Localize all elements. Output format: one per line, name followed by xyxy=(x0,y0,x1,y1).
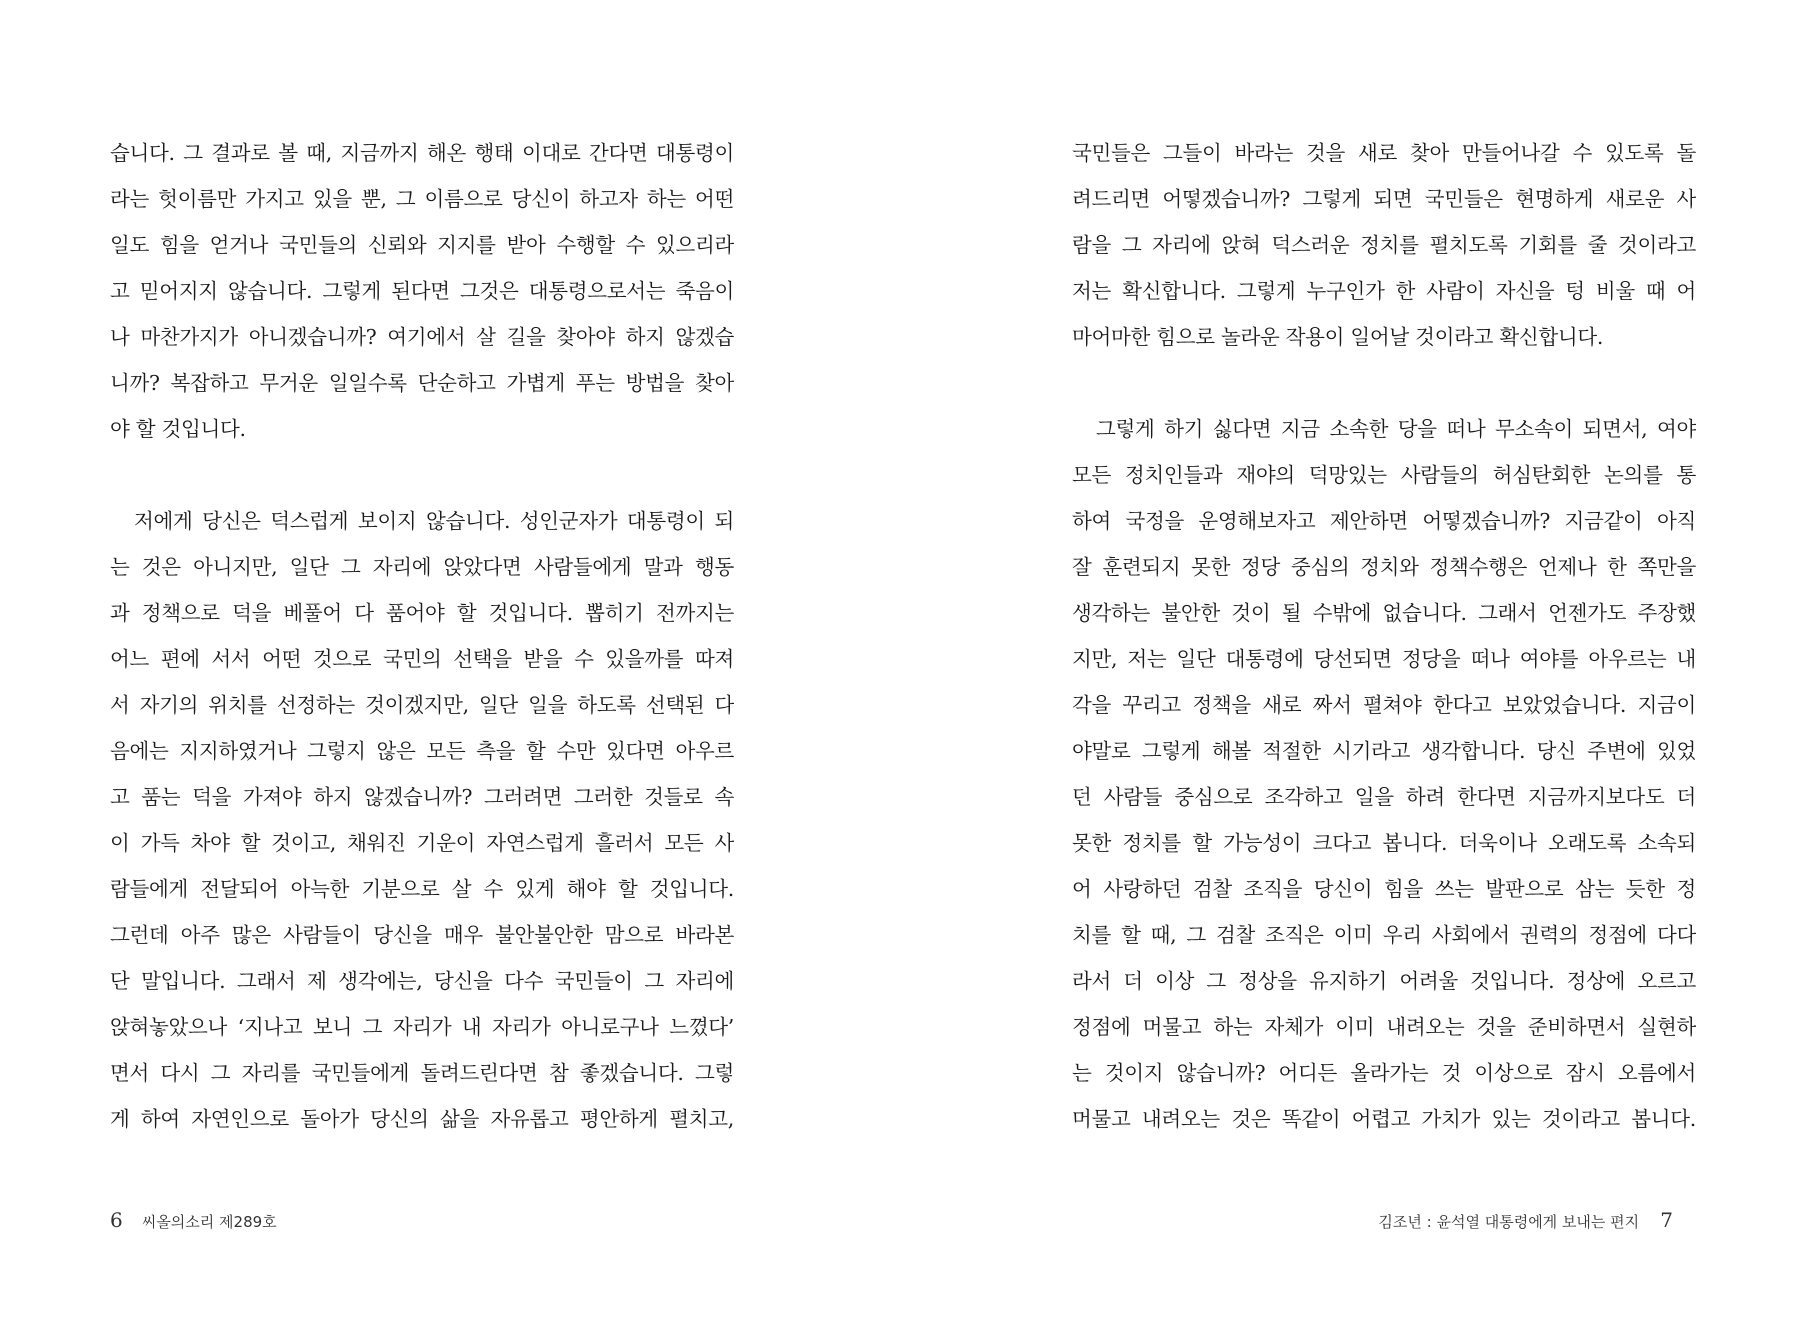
text-line: 고 품는 덕을 가져야 하지 않겠습니까? 그러려면 그러한 것들로 속 xyxy=(110,785,734,809)
right-paragraph-1 xyxy=(1072,130,1696,360)
text-line: 서 자기의 위치를 선정하는 것이겠지만, 일단 일을 하도록 선택된 다 xyxy=(110,693,734,717)
paragraph-gap xyxy=(1072,360,1696,406)
text-line: 잘 훈련되지 못한 정당 중심의 정치와 정책수행은 언제나 한 쪽만을 xyxy=(1072,555,1696,579)
text-line: 니까? 복잡하고 무거운 일일수록 단순하고 가볍게 푸는 방법을 찾아 xyxy=(110,371,734,395)
text-line: 던 사람들 중심으로 조각하고 일을 하려 한다면 지금까지보다도 더 xyxy=(1072,785,1696,809)
text-line: 국민들은 그들이 바라는 것을 새로 찾아 만들어나갈 수 있도록 돌 xyxy=(1072,141,1696,165)
left-paragraph-1 xyxy=(110,130,734,452)
running-head: 김조년 : 윤석열 대통령에게 보내는 편지 xyxy=(1378,1213,1640,1231)
text-line: 나 마찬가지가 아니겠습니까? 여기에서 살 길을 찾아야 하지 않겠습 xyxy=(110,325,734,349)
text-line: 어 사랑하던 검찰 조직을 당신이 힘을 쓰는 발판으로 삼는 듯한 정 xyxy=(1072,877,1696,901)
text-line: 려드리면 어떻겠습니까? 그렇게 되면 국민들은 현명하게 새로운 사 xyxy=(1072,187,1696,211)
right-paragraph-2 xyxy=(1072,406,1696,1142)
text-line: 음에는 지지하였거나 그렇지 않은 모든 측을 할 수만 있다면 아우르 xyxy=(110,739,734,763)
left-page xyxy=(0,0,897,1329)
text-line: 저에게 당신은 덕스럽게 보이지 않습니다. 성인군자가 대통령이 되 xyxy=(134,509,734,533)
page-number: 7 xyxy=(1660,1208,1673,1232)
text-line: 라는 헛이름만 가지고 있을 뿐, 그 이름으로 당신이 하고자 하는 어떤 xyxy=(110,187,734,211)
text-line: 모든 정치인들과 재야의 덕망있는 사람들의 허심탄회한 논의를 통 xyxy=(1072,463,1696,487)
text-line: 는 것은 아니지만, 일단 그 자리에 앉았다면 사람들에게 말과 행동 xyxy=(110,555,734,579)
right-footer xyxy=(1378,1208,1673,1232)
text-line: 앉혀놓았으나 ‘지나고 보니 그 자리가 내 자리가 아니로구나 느꼈다’ xyxy=(110,1015,734,1039)
text-line: 생각하는 불안한 것이 될 수밖에 없습니다. 그래서 언젠가도 주장했 xyxy=(1072,601,1696,625)
text-line: 이 가득 차야 할 것이고, 채워진 기운이 자연스럽게 흘러서 모든 사 xyxy=(110,831,734,855)
text-line: 어느 편에 서서 어떤 것으로 국민의 선택을 받을 수 있을까를 따져 xyxy=(110,647,734,671)
text-line: 각을 꾸리고 정책을 새로 짜서 펼쳐야 한다고 보았었습니다. 지금이 xyxy=(1072,693,1696,717)
text-line: 못한 정치를 할 가능성이 크다고 봅니다. 더욱이나 오래도록 소속되 xyxy=(1072,831,1696,855)
page-number: 6 xyxy=(110,1208,123,1232)
text-line: 람을 그 자리에 앉혀 덕스러운 정치를 펼치도록 기회를 줄 것이라고 xyxy=(1072,233,1696,257)
text-line: 게 하여 자연인으로 돌아가 당신의 삶을 자유롭고 평안하게 펼치고, xyxy=(110,1107,734,1131)
running-head: 씨올의소리 제289호 xyxy=(141,1213,277,1231)
text-line: 습니다. 그 결과로 볼 때, 지금까지 해온 행태 이대로 간다면 대통령이 xyxy=(110,141,734,165)
left-paragraph-2 xyxy=(110,498,734,1142)
text-line: 저는 확신합니다. 그렇게 누구인가 한 사람이 자신을 텅 비울 때 어 xyxy=(1072,279,1696,303)
left-footer xyxy=(110,1208,277,1232)
text-line: 야 할 것입니다. xyxy=(110,417,246,441)
text-line: 그렇게 하기 싫다면 지금 소속한 당을 떠나 무소속이 되면서, 여야 xyxy=(1096,417,1696,441)
text-line: 지만, 저는 일단 대통령에 당선되면 정당을 떠나 여야를 아우르는 내 xyxy=(1072,647,1696,671)
paragraph-gap xyxy=(110,452,734,498)
text-line: 고 믿어지지 않습니다. 그렇게 된다면 그것은 대통령으로서는 죽음이 xyxy=(110,279,734,303)
left-text-column xyxy=(110,130,734,1142)
text-line: 하여 국정을 운영해보자고 제안하면 어떻겠습니까? 지금같이 아직 xyxy=(1072,509,1696,533)
text-line: 과 정책으로 덕을 베풀어 다 품어야 할 것입니다. 뽑히기 전까지는 xyxy=(110,601,734,625)
text-line: 는 것이지 않습니까? 어디든 올라가는 것 이상으로 잠시 오름에서 xyxy=(1072,1061,1696,1085)
text-line: 단 말입니다. 그래서 제 생각에는, 당신을 다수 국민들이 그 자리에 xyxy=(110,969,734,993)
text-line: 치를 할 때, 그 검찰 조직은 이미 우리 사회에서 권력의 정점에 다다 xyxy=(1072,923,1696,947)
text-line: 머물고 내려오는 것은 똑같이 어렵고 가치가 있는 것이라고 봅니다. xyxy=(1072,1107,1696,1131)
text-line: 람들에게 전달되어 아늑한 기분으로 살 수 있게 해야 할 것입니다. xyxy=(110,877,734,901)
text-line: 마어마한 힘으로 놀라운 작용이 일어날 것이라고 확신합니다. xyxy=(1072,325,1604,349)
text-line: 일도 힘을 얻거나 국민들의 신뢰와 지지를 받아 수행할 수 있으리라 xyxy=(110,233,734,257)
text-line: 면서 다시 그 자리를 국민들에게 돌려드린다면 참 좋겠습니다. 그렇 xyxy=(110,1061,734,1085)
right-text-column xyxy=(1072,130,1696,1142)
text-line: 라서 더 이상 그 정상을 유지하기 어려울 것입니다. 정상에 오르고 xyxy=(1072,969,1696,993)
right-page xyxy=(897,0,1795,1329)
text-line: 야말로 그렇게 해볼 적절한 시기라고 생각합니다. 당신 주변에 있었 xyxy=(1072,739,1696,763)
text-line: 그런데 아주 많은 사람들이 당신을 매우 불안불안한 맘으로 바라본 xyxy=(110,923,734,947)
text-line: 정점에 머물고 하는 자체가 이미 내려오는 것을 준비하면서 실현하 xyxy=(1072,1015,1696,1039)
